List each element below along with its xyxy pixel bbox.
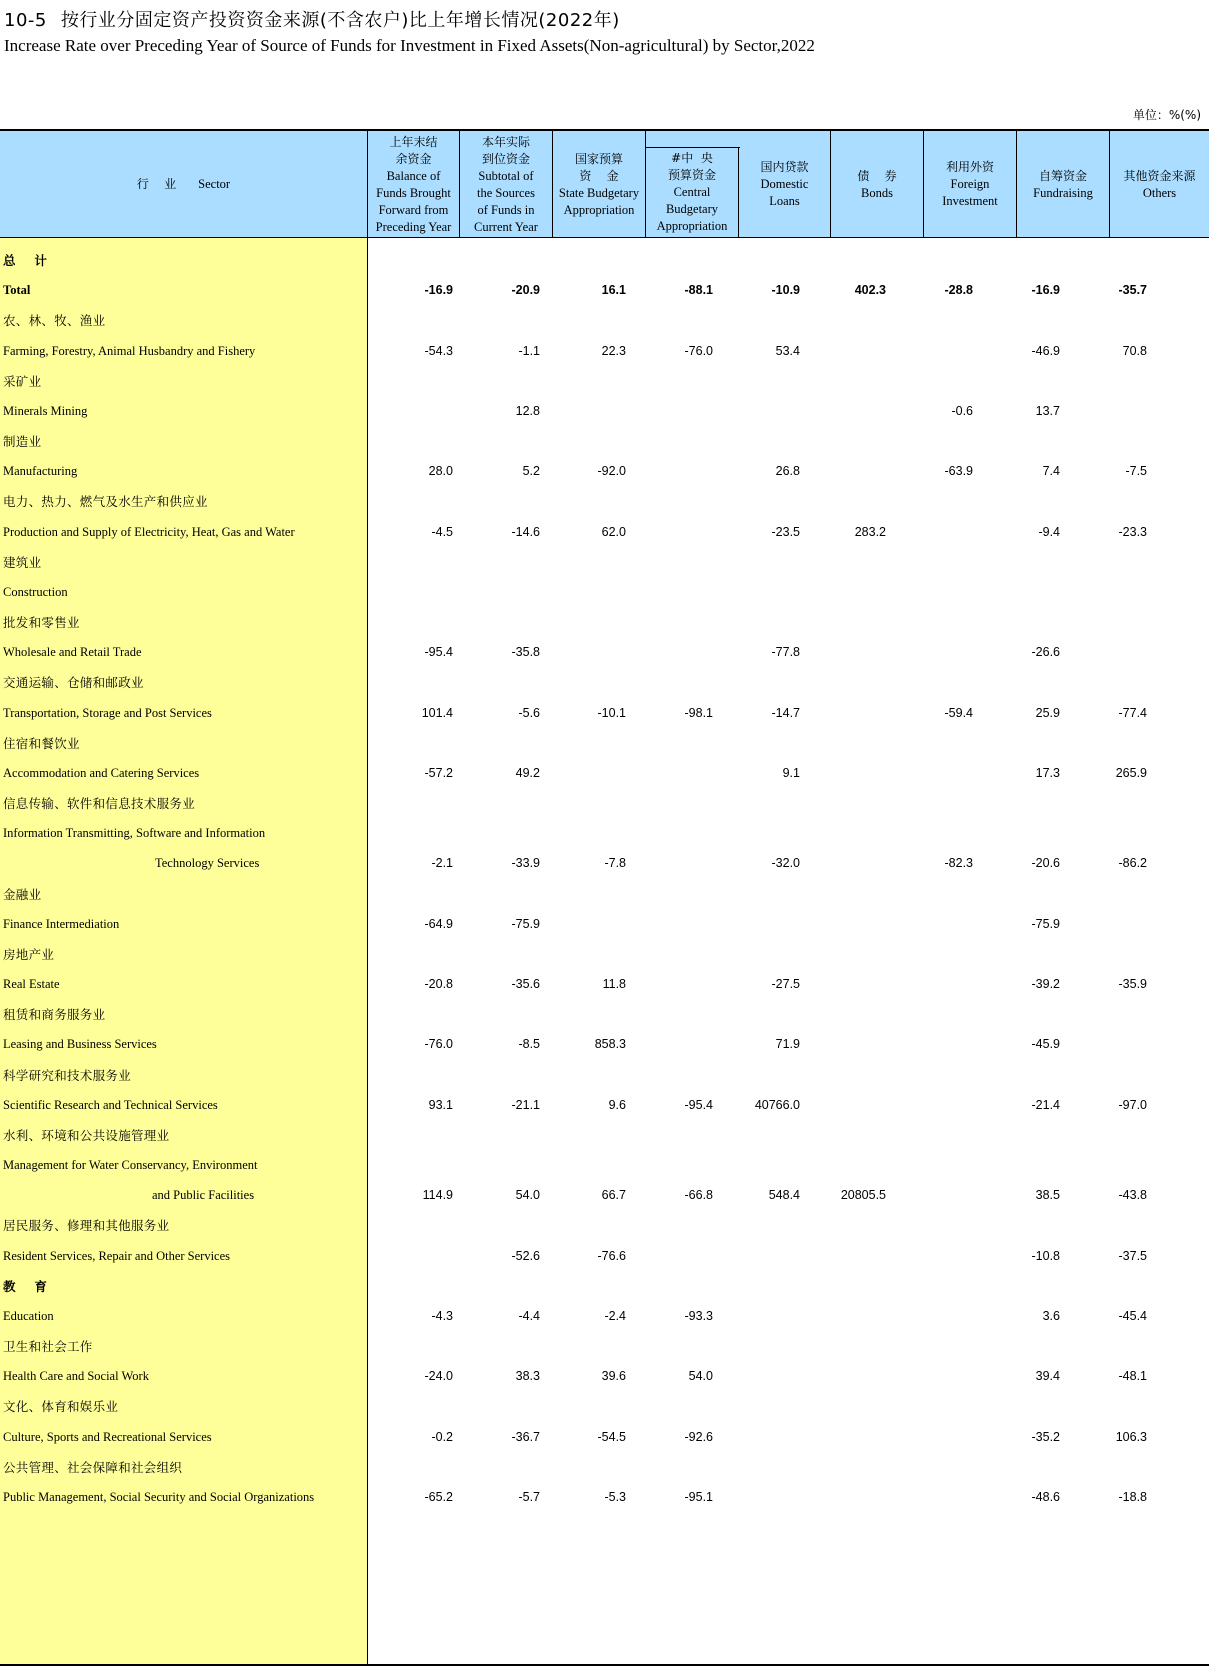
- sector-label-cn: 农、林、牧、渔业: [3, 313, 106, 329]
- table-cell: -52.6: [511, 1248, 540, 1263]
- table-cell: 106.3: [1115, 1429, 1147, 1444]
- table-header: [0, 129, 1209, 238]
- table-cell: -4.3: [431, 1308, 453, 1323]
- table-cell: 114.9: [422, 1188, 453, 1203]
- table-cell: -39.2: [1031, 977, 1060, 992]
- header-c2-line: 本年实际: [481, 134, 530, 149]
- table-cell: -98.1: [684, 705, 713, 720]
- table-cell: 25.9: [1035, 705, 1060, 720]
- table-row: [0, 1362, 1209, 1394]
- table-cell: -16.9: [424, 283, 453, 298]
- table-row: [0, 246, 1209, 278]
- table-cell: 283.2: [854, 524, 886, 539]
- header-c1-line: Preceding Year: [375, 219, 452, 234]
- header-c5-line: Loans: [769, 194, 800, 208]
- table-row: [0, 276, 1209, 308]
- table-cell: -57.2: [424, 765, 453, 780]
- table-cell: -77.4: [1118, 705, 1147, 720]
- header-c2-line: 到位资金: [481, 151, 530, 166]
- header-c4-line: #中 央: [671, 151, 713, 165]
- table-row: [0, 789, 1209, 821]
- table-row: [0, 457, 1209, 489]
- table-cell: 5.2: [522, 464, 540, 479]
- table-row: [0, 940, 1209, 972]
- table-cell: 265.9: [1115, 765, 1147, 780]
- table-row: [0, 759, 1209, 791]
- header-c5-line: Domestic: [760, 177, 809, 191]
- sector-label-en: Total: [3, 283, 31, 298]
- sector-label-en: Technology Services: [155, 856, 260, 871]
- sector-label-cn: 信息传输、软件和信息技术服务业: [3, 796, 196, 812]
- table-row: [0, 1030, 1209, 1062]
- table-row: [0, 849, 1209, 881]
- table-row: [0, 487, 1209, 519]
- header-col-balance: [368, 131, 460, 238]
- table-cell: -20.9: [511, 283, 540, 298]
- header-c1-line: Funds Brought: [376, 185, 451, 200]
- sector-label-cn: 居民服务、修理和其他服务业: [3, 1218, 170, 1234]
- table-cell: 16.1: [601, 283, 626, 298]
- header-c3-line: 国家预算: [574, 151, 623, 166]
- sector-label-en: and Public Facilities: [152, 1188, 255, 1203]
- table-row: [0, 1211, 1209, 1243]
- table-cell: 20805.5: [840, 1188, 886, 1203]
- header-c9-line: Others: [1142, 185, 1177, 200]
- table-row: [0, 1483, 1209, 1515]
- table-row: [0, 1453, 1209, 1485]
- sector-label-cn: 房地产业: [3, 946, 55, 962]
- table-cell: -0.2: [431, 1429, 453, 1444]
- table-cell: -77.8: [771, 645, 800, 660]
- header-c4-line: 预算资金: [667, 168, 716, 182]
- table-row: [0, 1392, 1209, 1424]
- table-row: [0, 306, 1209, 338]
- unit-label: 单位：%(%): [1132, 108, 1201, 122]
- table-cell: 858.3: [594, 1037, 626, 1052]
- sector-label-cn: 批发和零售业: [3, 615, 80, 631]
- sector-label-en: Information Transmitting, Software and Information: [3, 826, 266, 841]
- sector-label-en: Accommodation and Catering Services: [3, 765, 200, 780]
- table-cell: -93.3: [684, 1308, 713, 1323]
- sector-label-cn: 住宿和餐饮业: [3, 735, 80, 751]
- sector-label-cn: 卫生和社会工作: [3, 1339, 93, 1355]
- header-col-fundraising: [1017, 131, 1110, 238]
- header-c7-line: 利用外资: [945, 160, 994, 174]
- table-cell: -76.0: [684, 343, 713, 358]
- table-cell: -66.8: [684, 1188, 713, 1203]
- table-cell: -21.4: [1031, 1097, 1060, 1112]
- table-cell: 49.2: [515, 765, 540, 780]
- table-cell: -2.1: [431, 856, 453, 871]
- table-cell: -75.9: [511, 916, 540, 931]
- table-cell: -88.1: [684, 283, 713, 298]
- table-row: [0, 1000, 1209, 1032]
- table-cell: -33.9: [511, 856, 540, 871]
- table-cell: 62.0: [601, 524, 626, 539]
- table-cell: -5.6: [518, 705, 540, 720]
- header-c4-line: Budgetary: [665, 202, 719, 216]
- table-row: [0, 910, 1209, 942]
- table-cell: 7.4: [1042, 464, 1060, 479]
- table-cell: 93.1: [428, 1097, 453, 1112]
- header-c7-line: Foreign: [950, 177, 990, 191]
- table-cell: -35.6: [511, 977, 540, 992]
- table-cell: -1.1: [518, 343, 540, 358]
- table-cell: 54.0: [688, 1369, 713, 1384]
- table-cell: -10.8: [1031, 1248, 1060, 1263]
- sector-label-cn: 文化、体育和娱乐业: [3, 1399, 119, 1415]
- table-row: [0, 1302, 1209, 1334]
- header-c8-line: 自筹资金: [1038, 168, 1087, 183]
- table-cell: -36.7: [511, 1429, 540, 1444]
- sector-label-cn: 电力、热力、燃气及水生产和供应业: [3, 494, 208, 510]
- sector-label-en: Manufacturing: [3, 464, 78, 479]
- table-cell: 40766.0: [754, 1097, 800, 1112]
- table-row: [0, 518, 1209, 550]
- table-row: [0, 578, 1209, 610]
- table-cell: 22.3: [601, 343, 626, 358]
- sector-label-cn: 总 计: [3, 253, 48, 268]
- table-row: [0, 1061, 1209, 1093]
- sector-label-en: Real Estate: [3, 977, 60, 992]
- table-cell: -16.9: [1031, 283, 1060, 298]
- table-cell: -86.2: [1118, 856, 1147, 871]
- table-cell: -45.9: [1031, 1037, 1060, 1052]
- header-c6-line: Bonds: [861, 185, 893, 200]
- table-cell: -0.6: [951, 403, 973, 418]
- table-cell: -63.9: [944, 464, 973, 479]
- table-cell: -24.0: [424, 1369, 453, 1384]
- table-cell: -46.9: [1031, 343, 1060, 358]
- table-row: [0, 1423, 1209, 1455]
- sector-label-cn: 交通运输、仓储和邮政业: [3, 675, 144, 691]
- header-sector-en: Sector: [198, 177, 231, 191]
- table-cell: -21.1: [511, 1097, 540, 1112]
- table-cell: 71.9: [775, 1037, 800, 1052]
- table-row: [0, 880, 1209, 912]
- table-cell: -23.3: [1118, 524, 1147, 539]
- table-row: [0, 548, 1209, 580]
- table-cell: -65.2: [424, 1489, 453, 1504]
- table-cell: 28.0: [428, 464, 453, 479]
- table-cell: 402.3: [854, 283, 886, 298]
- table-cell: 13.7: [1035, 403, 1060, 418]
- header-col-foreign-investment: [924, 131, 1017, 238]
- header-c4-line: Central: [673, 185, 711, 199]
- table-cell: 39.4: [1035, 1369, 1060, 1384]
- header-c1-line: Balance of: [386, 168, 441, 183]
- header-c1-line: Forward from: [378, 202, 449, 217]
- header-sector: [0, 131, 368, 238]
- table-row: [0, 1151, 1209, 1183]
- header-c9-line: 其他资金来源: [1123, 168, 1196, 183]
- table-cell: -5.3: [604, 1489, 626, 1504]
- table-number: 10-5: [4, 10, 47, 31]
- sector-label-en: Management for Water Conservancy, Environment: [3, 1158, 258, 1173]
- header-c1-line: 余资金: [395, 151, 432, 166]
- table-row: [0, 699, 1209, 731]
- sector-label-cn: 科学研究和技术服务业: [3, 1067, 132, 1083]
- sector-label-en: Transportation, Storage and Post Services: [3, 705, 212, 720]
- table-cell: -14.6: [511, 524, 540, 539]
- header-c3-line: 资 金: [579, 168, 619, 183]
- table-cell: -92.6: [684, 1429, 713, 1444]
- table-cell: 39.6: [601, 1369, 626, 1384]
- table-cell: -5.7: [518, 1489, 540, 1504]
- table-cell: -48.1: [1118, 1369, 1147, 1384]
- table-row: [0, 1121, 1209, 1153]
- header-col-bonds: [831, 131, 924, 238]
- table-row: [0, 819, 1209, 851]
- sector-label-cn: 采矿业: [3, 373, 42, 389]
- header-c2-line: Subtotal of: [478, 168, 534, 183]
- header-c3-line: State Budgetary: [558, 185, 640, 200]
- table-cell: -76.0: [424, 1037, 453, 1052]
- table-cell: -4.4: [518, 1308, 540, 1323]
- table-row: [0, 970, 1209, 1002]
- sector-label-en: Health Care and Social Work: [3, 1369, 149, 1384]
- sector-label-en: Leasing and Business Services: [3, 1037, 157, 1052]
- sector-label-cn: 建筑业: [3, 554, 42, 570]
- table-cell: -18.8: [1118, 1489, 1147, 1504]
- table-cell: -35.2: [1031, 1429, 1060, 1444]
- table-cell: -7.8: [604, 856, 626, 871]
- table-cell: 26.8: [775, 464, 800, 479]
- header-c2-line: of Funds in: [477, 202, 535, 217]
- table-cell: -28.8: [944, 283, 973, 298]
- sector-label-cn: 教 育: [3, 1278, 48, 1294]
- header-col-others: [1110, 131, 1209, 238]
- header-sector-cn: 行 业: [136, 177, 177, 191]
- header-c2-line: Current Year: [474, 219, 538, 234]
- table-cell: -26.6: [1031, 645, 1060, 660]
- header-subgroup-line: [646, 147, 740, 148]
- table-cell: -92.0: [597, 464, 626, 479]
- table-row: [0, 1332, 1209, 1364]
- table-cell: -27.5: [771, 977, 800, 992]
- header-c3-line: Appropriation: [563, 202, 635, 217]
- header-col-subtotal: [460, 131, 553, 238]
- sector-label-en: Culture, Sports and Recreational Services: [3, 1429, 212, 1444]
- sector-label-cn: 金融业: [3, 886, 42, 902]
- table-cell: -10.9: [771, 283, 800, 298]
- table-row: [0, 1181, 1209, 1213]
- sector-label-en: Farming, Forestry, Animal Husbandry and Fishery: [3, 343, 256, 358]
- table-cell: -54.3: [424, 343, 453, 358]
- sector-label-en: Resident Services, Repair and Other Services: [3, 1248, 231, 1263]
- table-cell: -23.5: [771, 524, 800, 539]
- sector-label-en: Construction: [3, 584, 68, 599]
- table-cell: 66.7: [601, 1188, 626, 1203]
- sector-label-en: Minerals Mining: [3, 403, 88, 418]
- table-row: [0, 729, 1209, 761]
- table-row: [0, 1272, 1209, 1304]
- table-cell: -95.1: [684, 1489, 713, 1504]
- table-row: [0, 367, 1209, 399]
- table-cell: -8.5: [518, 1037, 540, 1052]
- table-row: [0, 638, 1209, 670]
- table-cell: -7.5: [1125, 464, 1147, 479]
- table-cell: 38.3: [515, 1369, 540, 1384]
- table-row: [0, 1242, 1209, 1274]
- table-cell: -48.6: [1031, 1489, 1060, 1504]
- table-cell: -10.1: [597, 705, 626, 720]
- table-cell: -82.3: [944, 856, 973, 871]
- table-cell: -97.0: [1118, 1097, 1147, 1112]
- sector-label-en: Public Management, Social Security and Social Organizations: [3, 1489, 315, 1504]
- table-cell: 3.6: [1042, 1308, 1060, 1323]
- header-c6-line: 债 券: [857, 168, 897, 183]
- table-cell: -2.4: [604, 1308, 626, 1323]
- table-title-cn: [4, 6, 620, 32]
- sector-label-en: Finance Intermediation: [3, 916, 120, 931]
- table-cell: -35.9: [1118, 977, 1147, 992]
- sector-label-cn: 制造业: [3, 434, 42, 450]
- table-cell: -76.6: [597, 1248, 626, 1263]
- sector-label-cn: 公共管理、社会保障和社会组织: [3, 1459, 183, 1475]
- table-cell: 9.1: [782, 765, 800, 780]
- header-c1-line: 上年末结: [389, 134, 438, 149]
- table-cell: -20.6: [1031, 856, 1060, 871]
- sector-label-en: Scientific Research and Technical Services: [3, 1097, 218, 1112]
- table-cell: -32.0: [771, 856, 800, 871]
- table-cell: 548.4: [768, 1188, 800, 1203]
- table-cell: -4.5: [431, 524, 453, 539]
- table-cell: -9.4: [1038, 524, 1060, 539]
- table-cell: -95.4: [684, 1097, 713, 1112]
- header-c5-line: 国内贷款: [760, 160, 809, 174]
- table-cell: 38.5: [1035, 1188, 1060, 1203]
- table-row: [0, 397, 1209, 429]
- table-row: [0, 668, 1209, 700]
- sector-label-en: Education: [3, 1308, 54, 1323]
- table-row: [0, 608, 1209, 640]
- table-cell: 70.8: [1122, 343, 1147, 358]
- table-cell: -35.8: [511, 645, 540, 660]
- table-title-cn-text: 按行业分固定资产投资资金来源(不含农户)比上年增长情况(2022年): [60, 10, 620, 31]
- sector-label-en: Wholesale and Retail Trade: [3, 645, 142, 660]
- sector-label-en: Production and Supply of Electricity, Heat, Gas and Water: [3, 524, 295, 539]
- table-cell: -43.8: [1118, 1188, 1147, 1203]
- data-table: [0, 129, 1209, 1664]
- table-cell: 101.4: [421, 705, 453, 720]
- table-row: [0, 1091, 1209, 1123]
- table-cell: -75.9: [1031, 916, 1060, 931]
- table-row: [0, 427, 1209, 459]
- header-col-state-budget: [553, 131, 646, 238]
- header-c2-line: the Sources: [477, 185, 535, 200]
- table-cell: -95.4: [424, 645, 453, 660]
- header-col-central-budget: [646, 147, 739, 238]
- table-cell: -20.8: [424, 977, 453, 992]
- sector-label-cn: 租赁和商务服务业: [3, 1007, 106, 1023]
- table-cell: 54.0: [515, 1188, 540, 1203]
- table-cell: 11.8: [602, 977, 626, 992]
- header-c8-line: Fundraising: [1033, 185, 1093, 200]
- header-c4-line: Appropriation: [656, 219, 728, 233]
- sector-label-cn: 水利、环境和公共设施管理业: [3, 1127, 170, 1143]
- table-cell: -45.4: [1118, 1308, 1147, 1323]
- table-row: [0, 337, 1209, 369]
- table-cell: -59.4: [944, 705, 973, 720]
- header-col-domestic-loans: [739, 131, 831, 238]
- table-title-en: Increase Rate over Preceding Year of Source of Funds for Investment in Fixed Assets(Non-agricultural) by Sector,2022: [4, 36, 815, 55]
- table-cell: -54.5: [597, 1429, 626, 1444]
- table-cell: -35.7: [1118, 283, 1147, 298]
- header-c7-line: Investment: [942, 194, 998, 208]
- table-cell: 17.3: [1035, 765, 1060, 780]
- table-cell: -14.7: [771, 705, 800, 720]
- table-cell: 9.6: [608, 1097, 626, 1112]
- table-cell: -37.5: [1118, 1248, 1147, 1263]
- table-cell: 53.4: [775, 343, 800, 358]
- table-cell: -64.9: [424, 916, 453, 931]
- table-cell: 12.8: [515, 403, 540, 418]
